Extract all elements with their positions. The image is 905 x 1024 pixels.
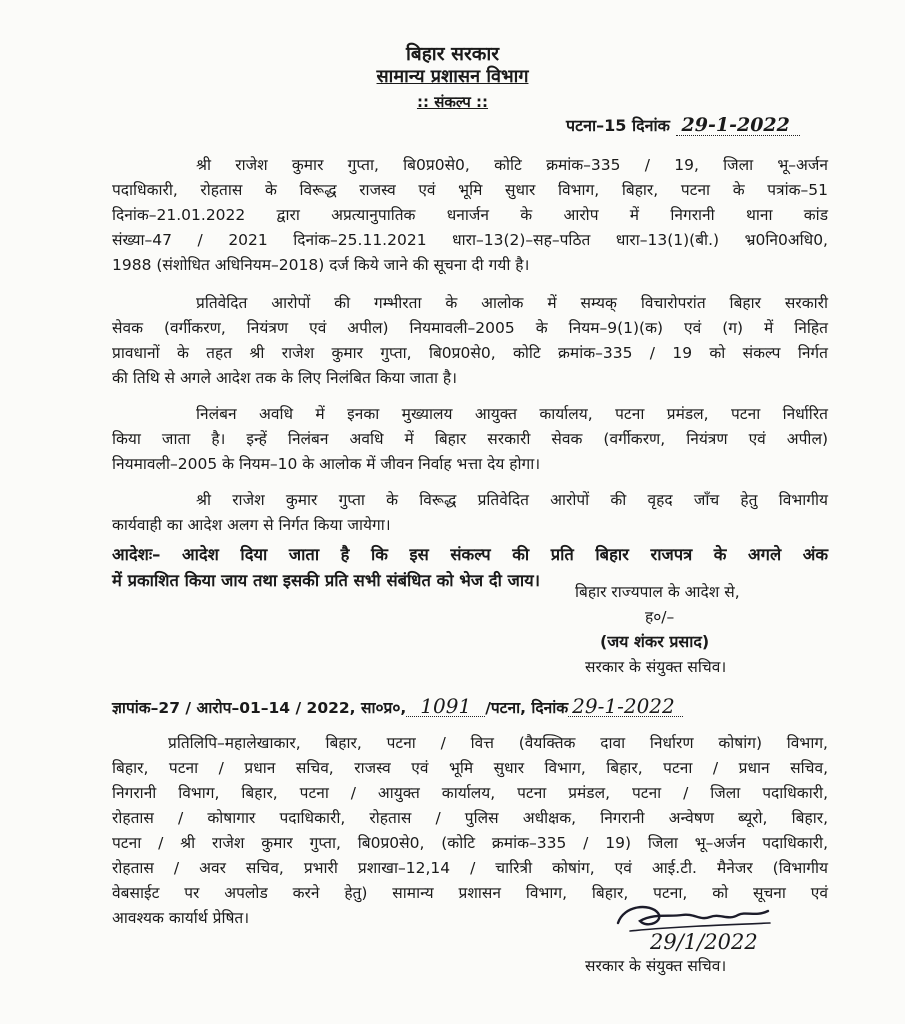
date-prefix: पटना–15 दिनांक bbox=[566, 116, 670, 135]
para4-line: कार्यवाही का आदेश अलग से निर्गत किया जायेगा। bbox=[112, 516, 391, 534]
memo-middle: /पटना, दिनांक bbox=[485, 699, 569, 717]
order-line: में प्रकाशित किया जाय तथा इसकी प्रति सभी संबंधित को भेज दी जाय। bbox=[112, 571, 540, 590]
para1-line: संख्या–47 / 2021 दिनांक–25.11.2021 धारा–13(2)–सह–पठित धारा–13(1)(बी.) भ्र0नि0अधि0, bbox=[112, 231, 828, 249]
handwritten-memo-date: 29-1-2022 bbox=[568, 696, 683, 717]
para2-line: प्रावधानों के तहत श्री राजेश कुमार गुप्ता, बि0प्र0से0, कोटि क्रमांक–335 / 19 को संकल्प निर्गत bbox=[112, 344, 828, 362]
order-line: आदेशः– आदेश दिया जाता है कि इस संकल्प की प्रति बिहार राजपत्र के अगले अंक bbox=[112, 545, 828, 564]
para2-line: प्रतिवेदित आरोपों की गम्भीरता के आलोक में सम्यक् विचारोपरांत बिहार सरकारी bbox=[196, 294, 828, 312]
para3-line: नियमावली–2005 के नियम–10 के आलोक में जीवन निर्वाह भत्ता देय होगा। bbox=[112, 455, 541, 473]
by-order-text: बिहार राज्यपाल के आदेश से, bbox=[575, 583, 740, 601]
para1-line: पदाधिकारी, रोहतास के विरूद्ध राजस्व एवं भूमि सुधार विभाग, बिहार, पटना के पत्रांक–51 bbox=[112, 181, 828, 199]
para1-line: 1988 (संशोधित अधिनियम–2018) दर्ज किये जाने की सूचना दी गयी है। bbox=[112, 256, 530, 274]
para3-line: किया जाता है। इन्हें निलंबन अवधि में बिहार सरकारी सेवक (वर्गीकरण, नियंत्रण एवं अपील) bbox=[112, 430, 828, 448]
final-designation: सरकार के संयुक्त सचिव। bbox=[585, 957, 727, 975]
copy-line: पटना / श्री राजेश कुमार गुप्ता, बि0प्र0से0, (कोटि क्रमांक–335 / 19) जिला भू–अर्जन पदाधिकारी, bbox=[112, 834, 828, 852]
resolution-heading bbox=[0, 92, 905, 112]
copy-line: रोहतास / कोषागार पदाधिकारी, रोहतास / पुलिस अधीक्षक, निगरानी अन्वेषण ब्यूरो, बिहार, bbox=[112, 809, 828, 827]
department-title: सामान्य प्रशासन विभाग bbox=[376, 66, 529, 87]
copy-line: बिहार, पटना / प्रधान सचिव, राजस्व एवं भूमि सुधार विभाग, बिहार, पटना / प्रधान सचिव, bbox=[112, 759, 828, 777]
handwritten-sign-date: 29/1/2022 bbox=[650, 930, 758, 954]
para3-line: निलंबन अवधि में इनका मुख्यालय आयुक्त कार्यालय, पटना प्रमंडल, पटना निर्धारित bbox=[196, 405, 828, 423]
copy-line: प्रतिलिपि–महालेखाकार, बिहार, पटना / वित्त (वैयक्तिक दावा निर्धारण कोषांग) विभाग, bbox=[168, 734, 828, 752]
memo-line bbox=[112, 696, 683, 718]
copy-line: निगरानी विभाग, बिहार, पटना / आयुक्त कार्यालय, पटना प्रमंडल, पटना / जिला पदाधिकारी, bbox=[112, 784, 828, 802]
resolution-label: :: संकल्प :: bbox=[416, 93, 489, 111]
government-title: बिहार सरकार bbox=[405, 43, 500, 65]
para1-line: दिनांक–21.01.2022 द्वारा अप्रत्यानुपातिक धनार्जन के आरोप में निगरानी थाना कांड bbox=[112, 206, 828, 224]
copy-line: रोहतास / अवर सचिव, प्रभारी प्रशाखा–12,14 / चारित्री कोषांग, एवं आई.टी. मैनेजर (विभागीय bbox=[112, 859, 828, 877]
para4-line: श्री राजेश कुमार गुप्ता के विरूद्ध प्रतिवेदित आरोपों की वृहद जाँच हेतु विभागीय bbox=[196, 491, 828, 509]
para1-line: श्री राजेश कुमार गुप्ता, बि0प्र0से0, कोटि क्रमांक–335 / 19, जिला भू–अर्जन bbox=[196, 156, 828, 174]
memo-prefix: ज्ञापांक–27 / आरोप–01–14 / 2022, सा०प्र०, bbox=[112, 699, 407, 717]
copy-line: आवश्यक कार्यार्थ प्रेषित। bbox=[112, 909, 250, 927]
signatory-name: (जय शंकर प्रसाद) bbox=[600, 632, 710, 651]
signed-mark: ह०/– bbox=[645, 608, 675, 626]
copy-line: वेबसाईट पर अपलोड करने हेतु) सामान्य प्रशासन विभाग, बिहार, पटना, को सूचना एवं bbox=[112, 884, 828, 902]
para2-line: की तिथि से अगले आदेश तक के लिए निलंबित किया जाता है। bbox=[112, 369, 458, 387]
handwritten-date: 29-1-2022 bbox=[676, 115, 800, 136]
signatory-designation: सरकार के संयुक्त सचिव। bbox=[585, 658, 727, 676]
handwritten-memo-number: 1091 bbox=[406, 696, 485, 717]
resolution-date bbox=[566, 115, 800, 136]
para2-line: सेवक (वर्गीकरण, नियंत्रण एवं अपील) नियमावली–2005 के नियम–9(1)(क) एवं (ग) में निहित bbox=[112, 319, 828, 337]
